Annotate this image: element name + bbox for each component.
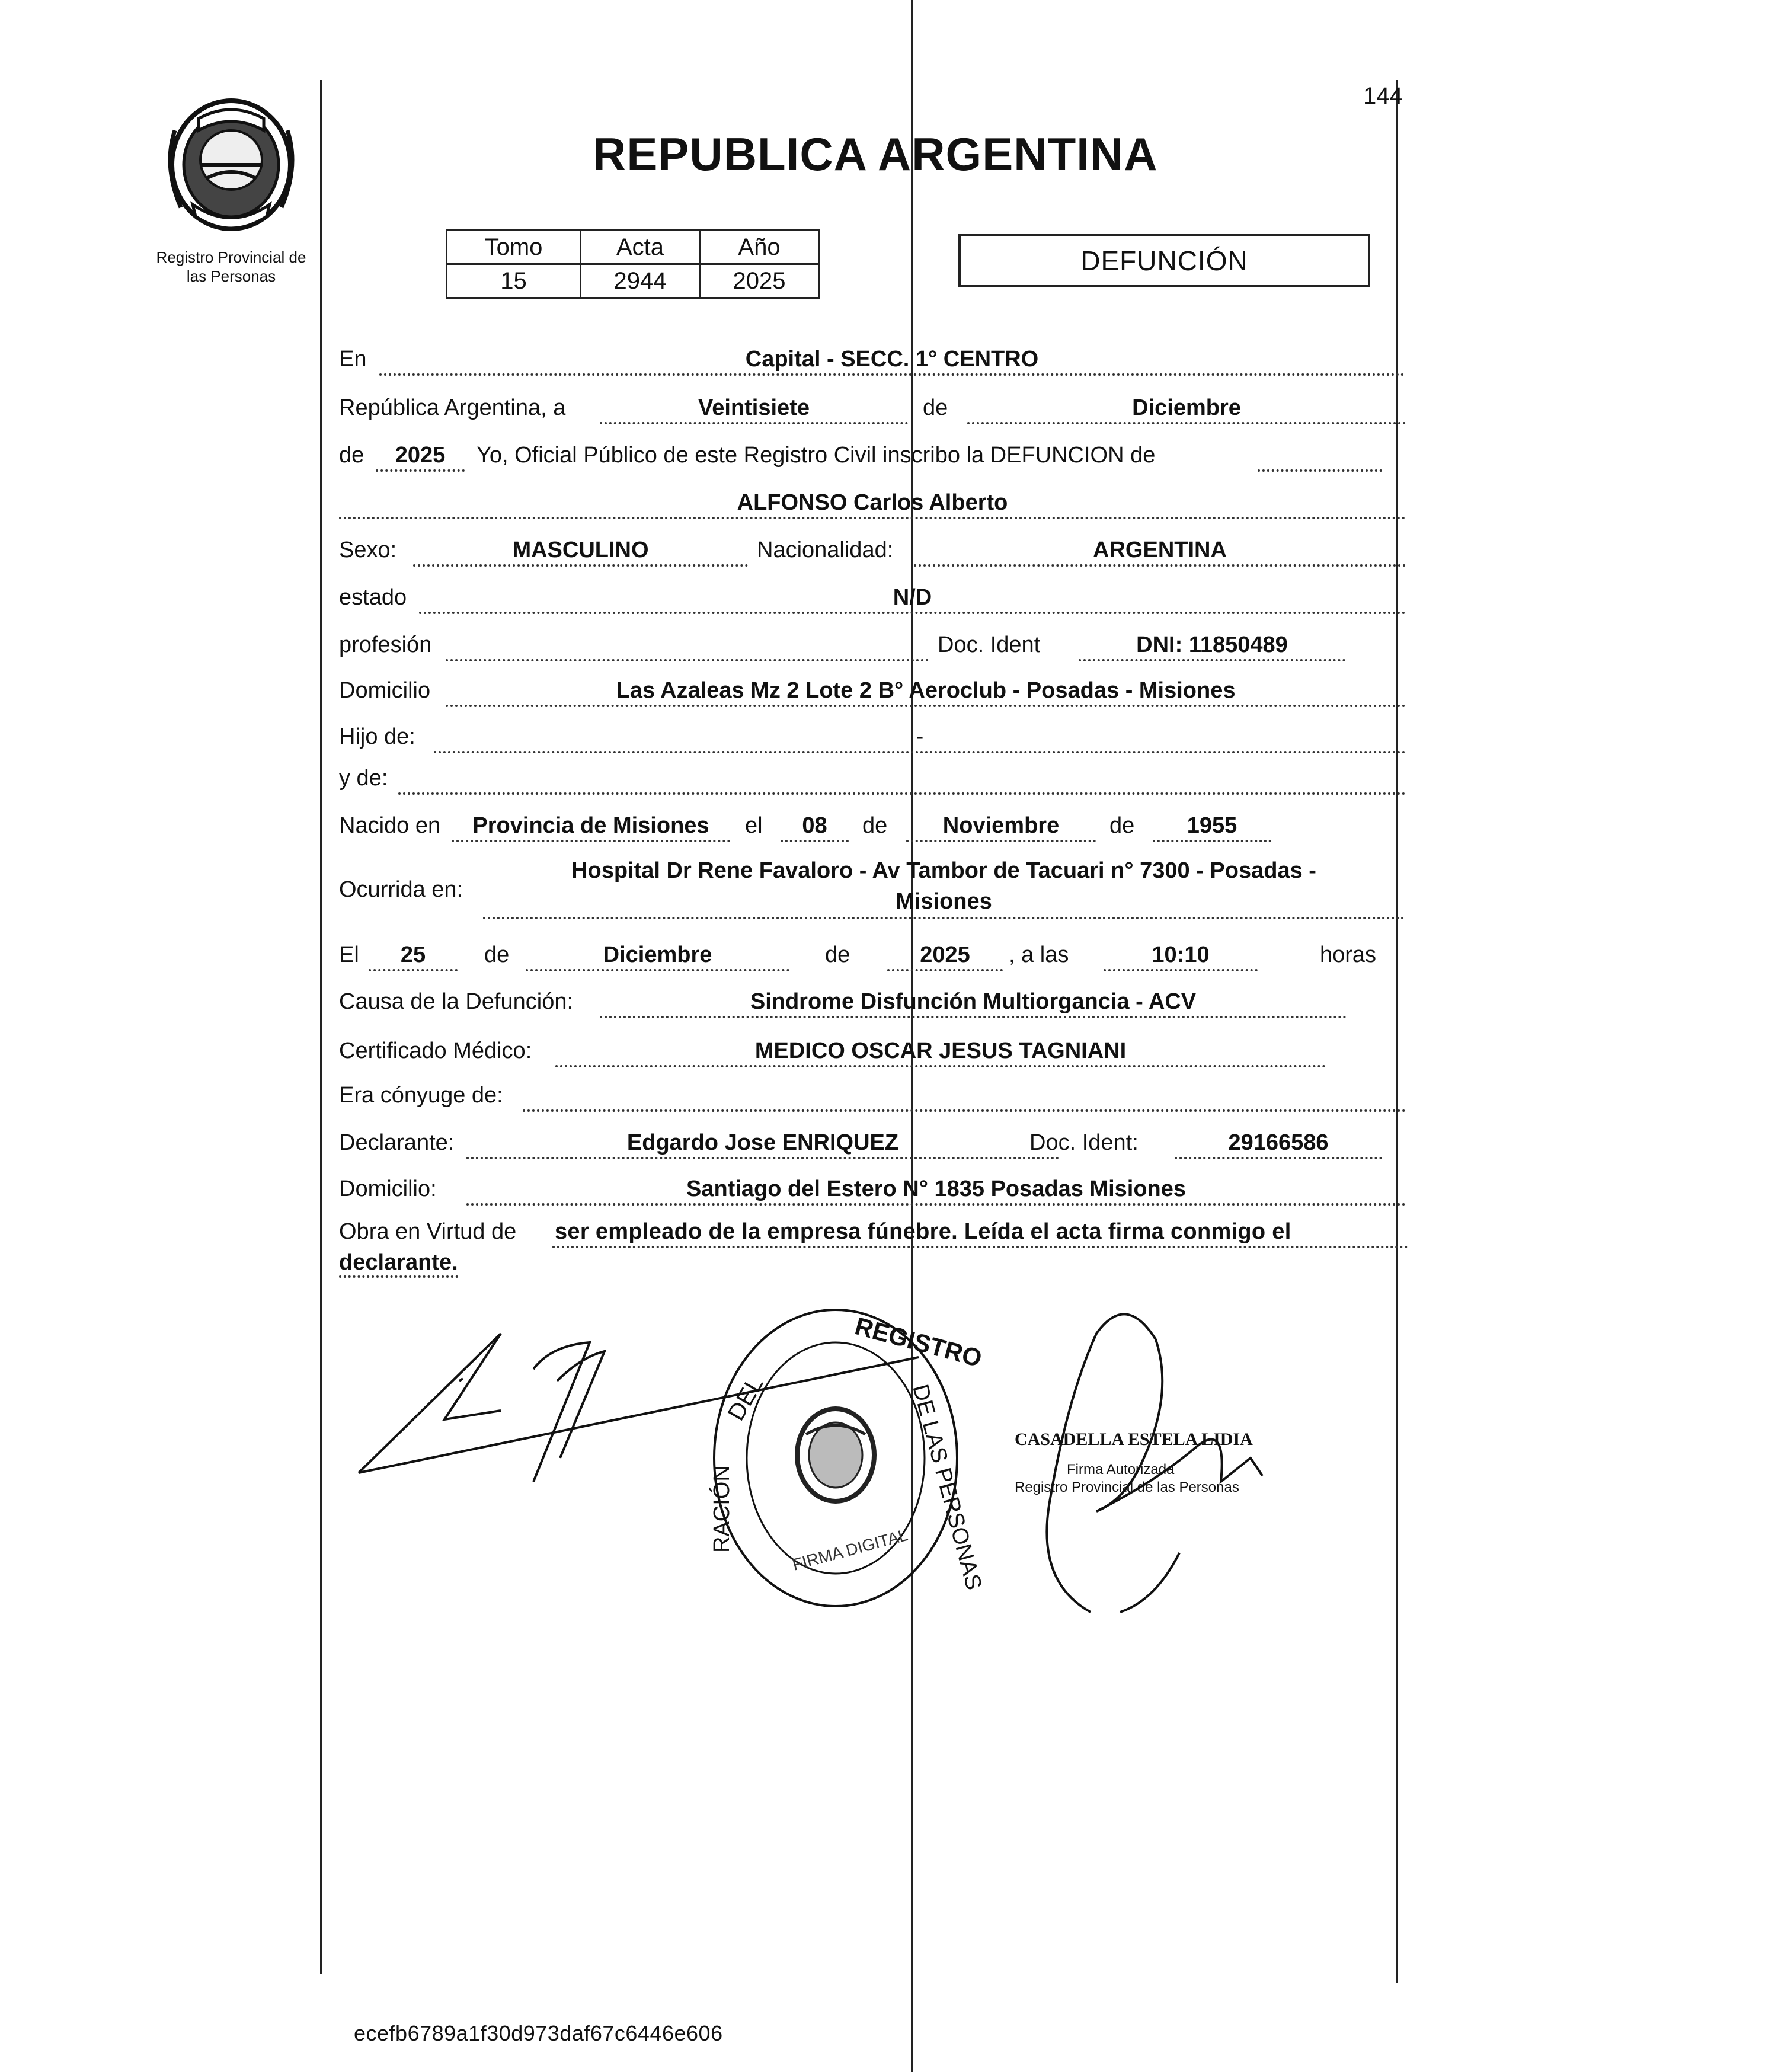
day-words-value: Veintisiete bbox=[600, 396, 908, 424]
causa-label: Causa de la Defunción: bbox=[339, 989, 574, 1014]
declarante-value: Edgardo Jose ENRIQUEZ bbox=[466, 1131, 1059, 1159]
obra-value-line2: declarante. bbox=[339, 1249, 458, 1278]
row-domicilio-declarante bbox=[339, 1172, 1406, 1206]
value-tomo: 15 bbox=[447, 264, 581, 298]
svg-text:DEL: DEL bbox=[722, 1372, 769, 1425]
deceased-name-value: ALFONSO Carlos Alberto bbox=[339, 491, 1406, 519]
ocurrida-value bbox=[483, 855, 1405, 919]
horas-label: horas bbox=[1320, 942, 1377, 967]
svg-text:DE LAS PERSONAS: DE LAS PERSONAS bbox=[907, 1382, 987, 1593]
de-muerte-anio-label: de bbox=[825, 942, 850, 967]
nacido-anio-value: 1955 bbox=[1153, 814, 1271, 842]
issuer-label-line1: Registro Provincial de bbox=[156, 248, 306, 266]
certificado-value: MEDICO OSCAR JESUS TAGNIANI bbox=[555, 1039, 1326, 1067]
row-conyuge bbox=[339, 1079, 1406, 1112]
seal-icon bbox=[705, 1304, 987, 1612]
muerte-hora-value: 10:10 bbox=[1104, 943, 1258, 971]
signatory-name: CASADELLA ESTELA LIDIA bbox=[1015, 1430, 1253, 1449]
row-yde bbox=[339, 762, 1406, 795]
doc-value: DNI: 11850489 bbox=[1079, 633, 1345, 661]
row-certificado bbox=[339, 1034, 1406, 1067]
nacido-lugar-value: Provincia de Misiones bbox=[452, 814, 730, 842]
value-anio: 2025 bbox=[700, 264, 819, 298]
row-causa bbox=[339, 985, 1406, 1018]
year-value: 2025 bbox=[376, 443, 465, 472]
republica-label: República Argentina, a bbox=[339, 395, 566, 420]
oficial-blank bbox=[1258, 443, 1382, 472]
de-label: de bbox=[923, 395, 948, 420]
en-value: Capital - SECC. 1° CENTRO bbox=[379, 347, 1405, 376]
document-hash: ecefb6789a1f30d973daf67c6446e606 bbox=[354, 2021, 723, 2045]
ocurrida-line1: Hospital Dr Rene Favaloro - Av Tambor de Tacuari n° 7300 - Posadas - bbox=[571, 858, 1316, 883]
svg-text:FIRMA DIGITAL: FIRMA DIGITAL bbox=[790, 1526, 910, 1574]
record-type-box: DEFUNCIÓN bbox=[958, 234, 1370, 287]
signatory-title2: Registro Provincial de las Personas bbox=[1015, 1479, 1239, 1495]
causa-value: Sindrome Disfunción Multiorgancia - ACV bbox=[600, 990, 1347, 1018]
svg-text:REGISTRO: REGISTRO bbox=[852, 1312, 985, 1373]
ocurrida-label: Ocurrida en: bbox=[339, 877, 463, 902]
declarante-label: Declarante: bbox=[339, 1130, 455, 1155]
obra-label: Obra en Virtud de bbox=[339, 1219, 517, 1244]
domicilio-label: Domicilio bbox=[339, 678, 431, 703]
row-hijo bbox=[339, 720, 1406, 753]
de-muerte-mes-label: de bbox=[484, 942, 510, 967]
muerte-anio-value: 2025 bbox=[887, 943, 1003, 971]
nacionalidad-label: Nacionalidad: bbox=[757, 538, 894, 562]
alas-label: , a las bbox=[1009, 942, 1069, 967]
declarante-doc-value: 29166586 bbox=[1175, 1131, 1382, 1159]
de-anio-label: de bbox=[1109, 813, 1135, 838]
left-margin-line bbox=[320, 80, 322, 1974]
header-anio: Año bbox=[700, 231, 819, 264]
estado-label: estado bbox=[339, 585, 407, 610]
value-acta: 2944 bbox=[581, 264, 700, 298]
row-fecha bbox=[339, 391, 1406, 424]
issuer-label bbox=[119, 248, 344, 286]
el-label: el bbox=[745, 813, 763, 838]
domicilio2-value: Santiago del Estero N° 1835 Posadas Misiones bbox=[466, 1177, 1406, 1206]
header-tomo: Tomo bbox=[447, 231, 581, 264]
official-seal bbox=[705, 1304, 987, 1612]
conyuge-value bbox=[523, 1083, 1406, 1112]
hijo-value: - bbox=[434, 725, 1406, 753]
conyuge-label: Era cónyuge de: bbox=[339, 1083, 503, 1108]
nacido-label: Nacido en bbox=[339, 813, 441, 838]
declarante-doc-label: Doc. Ident: bbox=[1029, 1130, 1139, 1155]
obra-value-line1: ser empleado de la empresa fúnebre. Leída el acta firma conmigo el bbox=[552, 1220, 1408, 1248]
row-oficial bbox=[339, 439, 1406, 472]
row-en bbox=[339, 343, 1406, 376]
certificado-label: Certificado Médico: bbox=[339, 1038, 532, 1063]
en-label: En bbox=[339, 347, 367, 372]
row-sexo bbox=[339, 533, 1406, 567]
row-nacido bbox=[339, 809, 1406, 842]
estado-value: N/D bbox=[419, 586, 1406, 614]
profesion-value bbox=[446, 633, 929, 661]
nacionalidad-value: ARGENTINA bbox=[914, 538, 1406, 567]
reference-table bbox=[446, 229, 820, 299]
yde-value bbox=[398, 766, 1406, 795]
sexo-label: Sexo: bbox=[339, 538, 397, 562]
muerte-dia-value: 25 bbox=[369, 943, 458, 971]
doc-label: Doc. Ident bbox=[938, 632, 1041, 657]
misiones-crest-icon bbox=[139, 95, 323, 237]
row-obra bbox=[339, 1215, 1406, 1248]
sexo-value: MASCULINO bbox=[413, 538, 748, 567]
de-mes-label: de bbox=[862, 813, 888, 838]
row-estado bbox=[339, 581, 1406, 614]
header-acta: Acta bbox=[581, 231, 700, 264]
profesion-label: profesión bbox=[339, 632, 432, 657]
el2-label: El bbox=[339, 942, 359, 967]
svg-text:RACIÓN: RACIÓN bbox=[709, 1465, 734, 1553]
domicilio2-label: Domicilio: bbox=[339, 1176, 437, 1201]
page-number: 144 bbox=[1363, 83, 1403, 109]
domicilio-value: Las Azaleas Mz 2 Lote 2 B° Aeroclub - Posadas - Misiones bbox=[446, 679, 1406, 707]
muerte-mes-value: Diciembre bbox=[526, 943, 789, 971]
row-domicilio bbox=[339, 674, 1406, 707]
row-deceased-name bbox=[339, 486, 1406, 519]
month-words-value: Diciembre bbox=[967, 396, 1406, 424]
nacido-mes-value: Noviembre bbox=[906, 814, 1096, 842]
nacido-dia-value: 08 bbox=[781, 814, 849, 842]
de-year-label: de bbox=[339, 443, 364, 468]
ocurrida-line2: Misiones bbox=[896, 889, 992, 914]
row-declarante bbox=[339, 1126, 1406, 1159]
row-fecha-muerte bbox=[339, 938, 1406, 971]
oficial-text: Yo, Oficial Público de este Registro Civil inscribo la DEFUNCION de bbox=[477, 443, 1156, 468]
yde-label: y de: bbox=[339, 766, 388, 791]
row-profesion bbox=[339, 628, 1406, 661]
signatory-title1: Firma Autorizada bbox=[1067, 1462, 1175, 1478]
hijo-label: Hijo de: bbox=[339, 724, 415, 749]
issuer-label-line2: las Personas bbox=[186, 267, 276, 285]
